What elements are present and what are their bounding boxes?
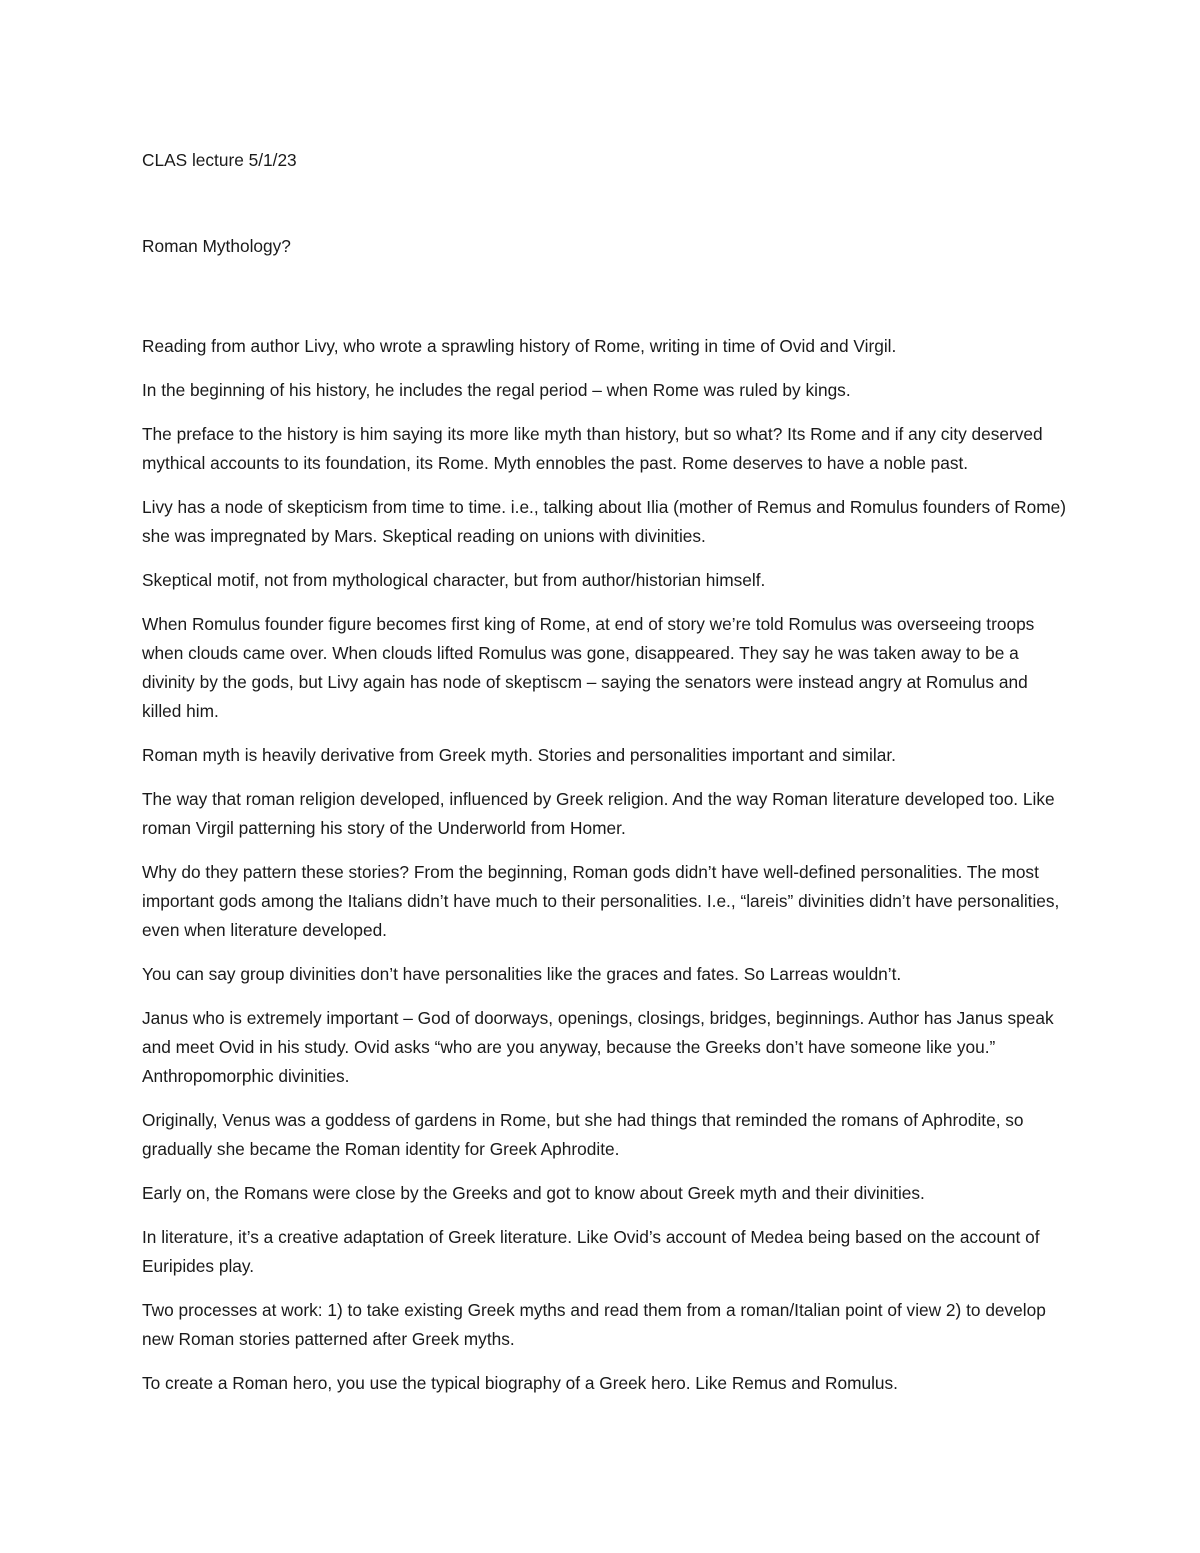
lecture-title: CLAS lecture 5/1/23 (142, 150, 297, 170)
lecture-subtitle: Roman Mythology? (142, 236, 291, 256)
paragraph: Roman myth is heavily derivative from Greek myth. Stories and personalities important and similar. (142, 745, 896, 765)
paragraph: Early on, the Romans were close by the Greeks and got to know about Greek myth and their divinities. (142, 1183, 925, 1203)
paragraph: Janus who is extremely important – God of doorways, openings, closings, bridges, beginnings. Author has Janus speak and meet Ovid in his study. Ovid asks “who are you anyway, because the Greeks don’t have someone like you.” Anthropomorphic divinities. (142, 1008, 1059, 1086)
paragraph: To create a Roman hero, you use the typical biography of a Greek hero. Like Remus and Romulus. (142, 1373, 898, 1393)
paragraph: Skeptical motif, not from mythological character, but from author/historian himself. (142, 570, 766, 590)
paragraph: Two processes at work: 1) to take existing Greek myths and read them from a roman/Italian point of view 2) to develop new Roman stories patterned after Greek myths. (142, 1300, 1051, 1349)
paragraph: In the beginning of his history, he includes the regal period – when Rome was ruled by kings. (142, 380, 851, 400)
paragraph: When Romulus founder figure becomes first king of Rome, at end of story we’re told Romulus was overseeing troops when clouds came over. When clouds lifted Romulus was gone, disappeared. They say he was taken away to be a divinity by the gods, but Livy again has node of skeptiscm – saying the senators were instead angry at Romulus and killed him. (142, 614, 1040, 721)
paragraph: The way that roman religion developed, influenced by Greek religion. And the way Roman literature developed too. Like roman Virgil patterning his story of the Underworld from Homer. (142, 789, 1060, 838)
paragraph: Reading from author Livy, who wrote a sprawling history of Rome, writing in time of Ovid and Virgil. (142, 336, 897, 356)
paragraph: Why do they pattern these stories? From the beginning, Roman gods didn’t have well-defined personalities. The most important gods among the Italians didn’t have much to their personalities. I.e., “lareis” divinities didn’t have personalities, even when literature developed. (142, 862, 1065, 940)
paragraph: Livy has a node of skepticism from time to time. i.e., talking about Ilia (mother of Remus and Romulus founders of Rome) she was impregnated by Mars. Skeptical reading on unions with divinities. (142, 497, 1071, 546)
document-body (142, 146, 1071, 1413)
paragraph: Originally, Venus was a goddess of gardens in Rome, but she had things that reminded the romans of Aphrodite, so gradually she became the Roman identity for Greek Aphrodite. (142, 1110, 1029, 1159)
paragraph: The preface to the history is him saying its more like myth than history, but so what? Its Rome and if any city deserved mythical accounts to its foundation, its Rome. Myth ennobles the past. Rome deserves to have a noble past. (142, 424, 1048, 473)
paragraph: In literature, it’s a creative adaptation of Greek literature. Like Ovid’s account of Medea being based on the account of Euripides play. (142, 1227, 1045, 1276)
paragraph: You can say group divinities don’t have personalities like the graces and fates. So Larreas wouldn’t. (142, 964, 902, 984)
